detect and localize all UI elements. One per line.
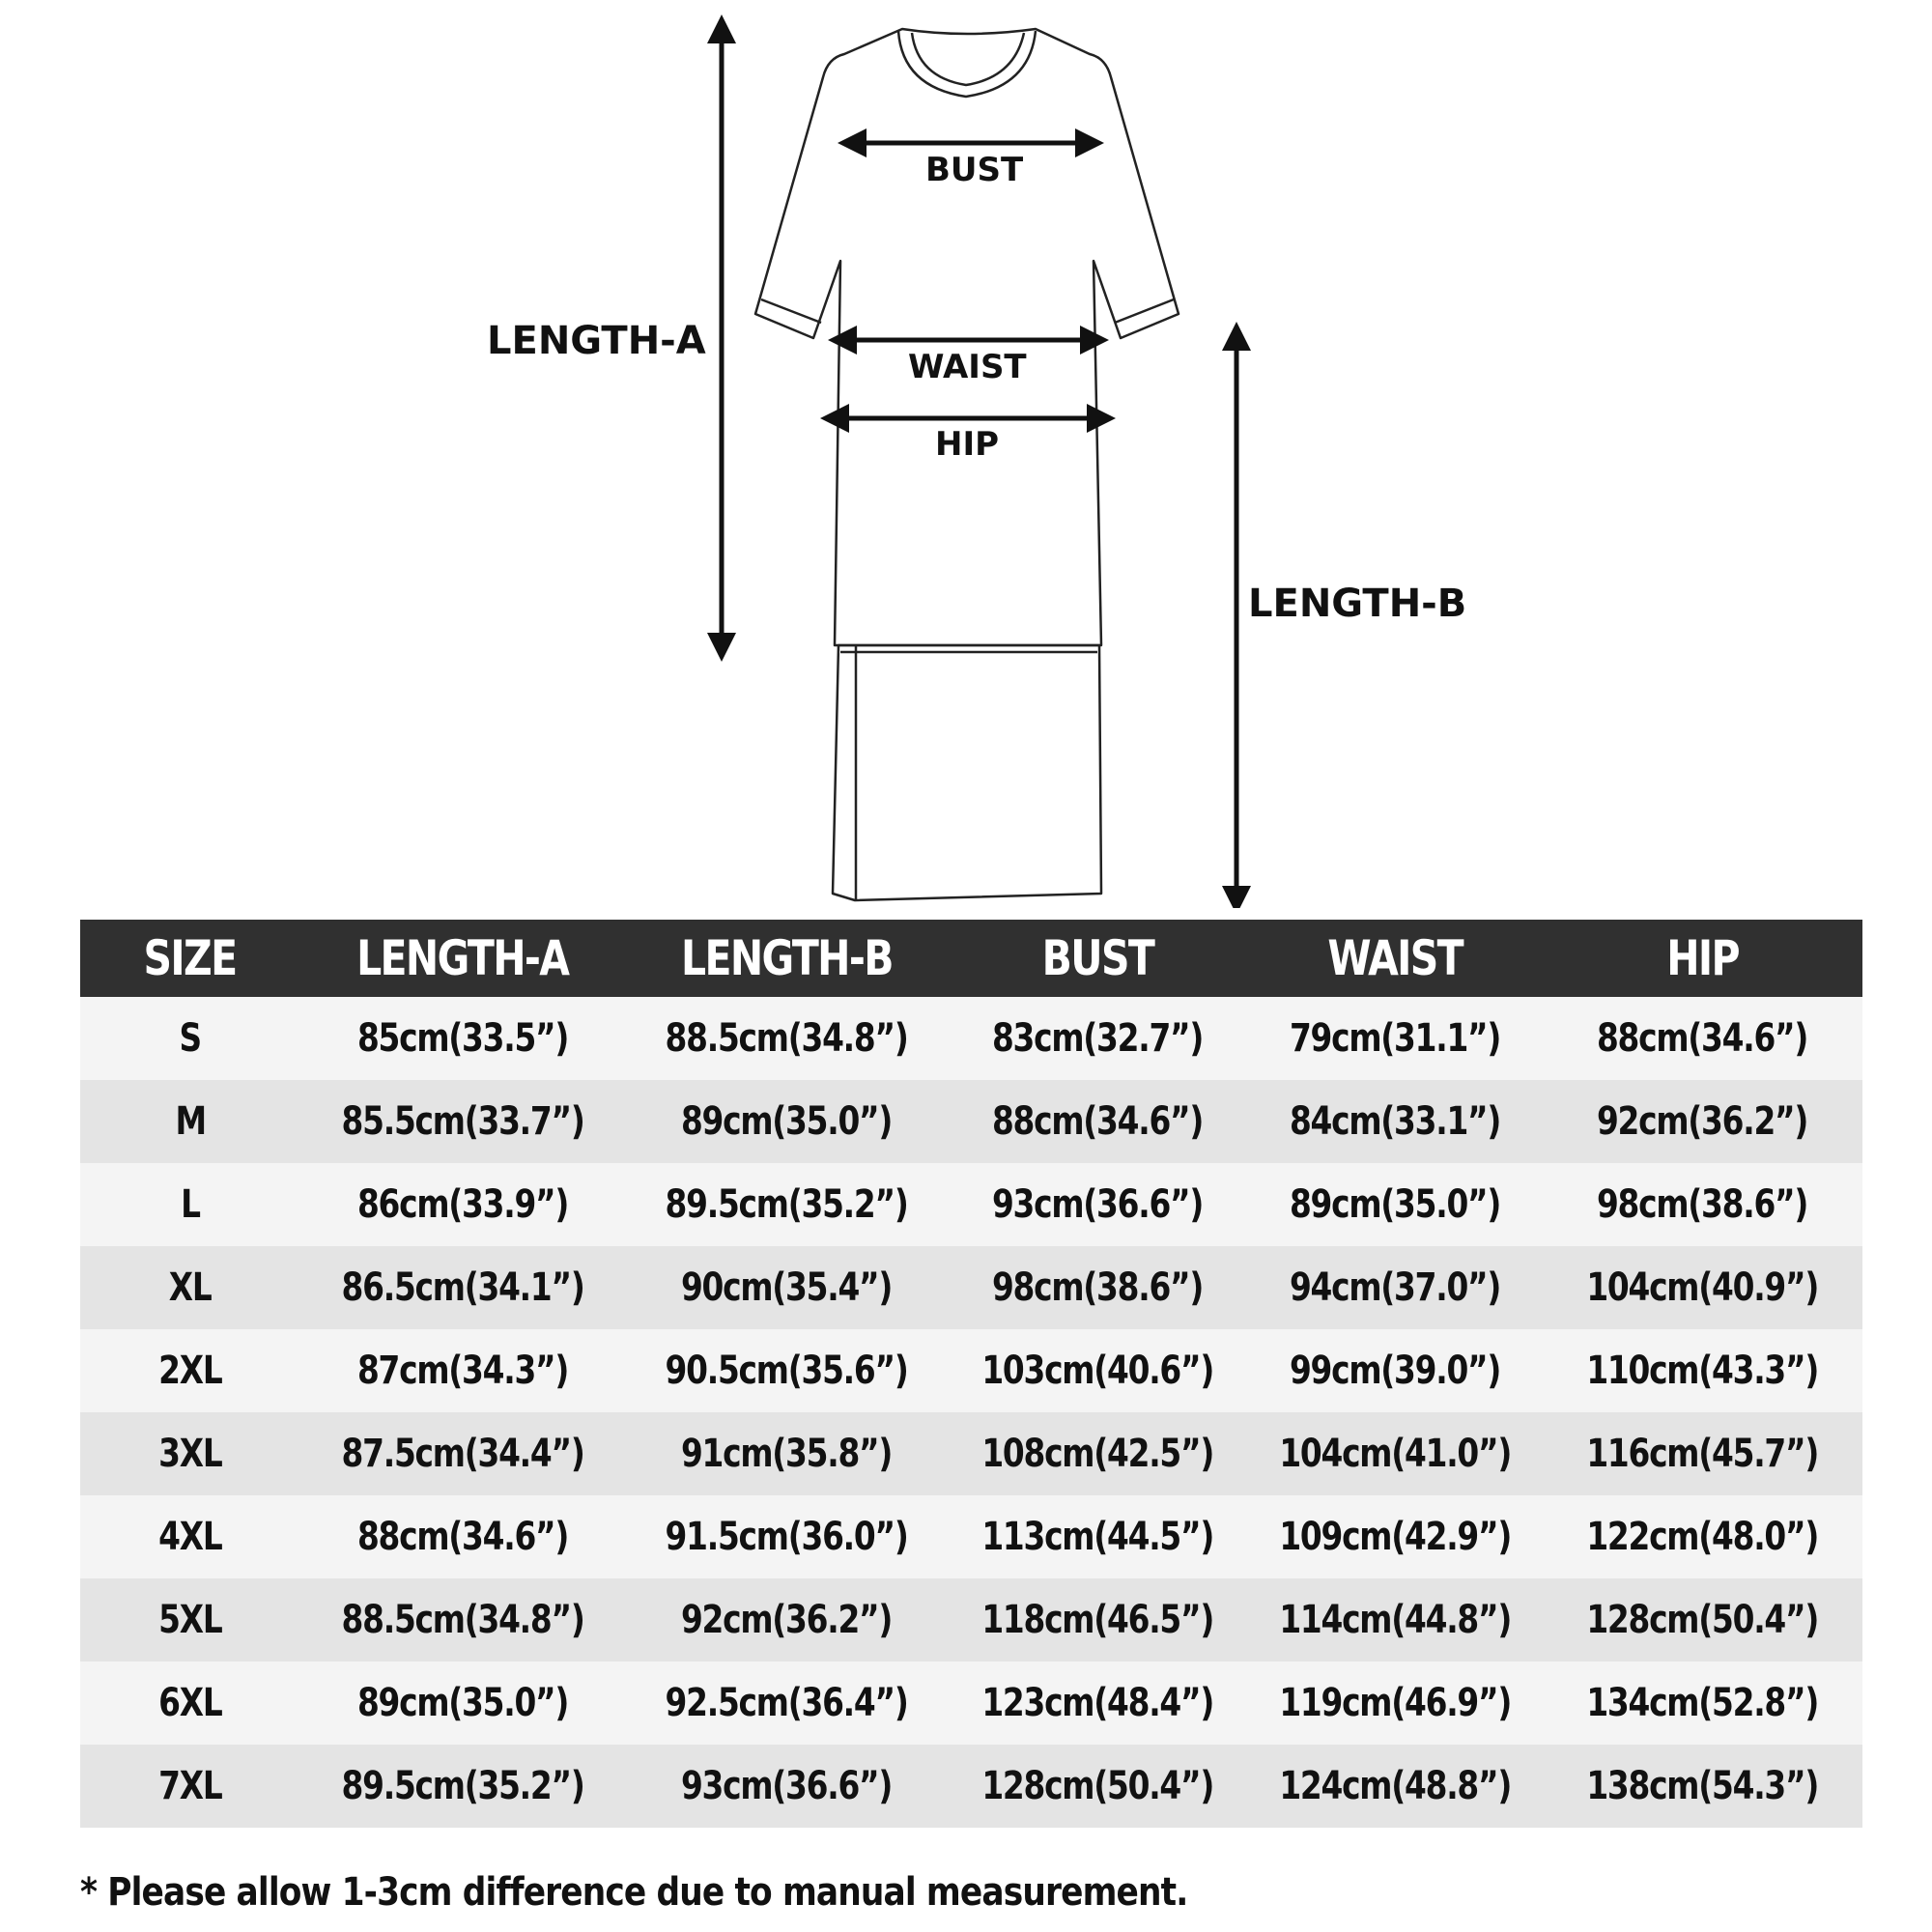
cell-value: 90cm(35.4”): [680, 1265, 893, 1310]
cell-value: XL: [169, 1265, 212, 1310]
size-cell: [80, 1745, 300, 1828]
column-header-label: LENGTH-A: [356, 930, 569, 986]
table-row: [80, 1246, 1862, 1329]
cell-value: 134cm(52.8”): [1586, 1681, 1819, 1725]
measurement-cell: [1543, 1163, 1862, 1246]
measurement-cell: [948, 997, 1247, 1080]
measurement-cell: [625, 1495, 948, 1578]
cell-value: 3XL: [158, 1432, 222, 1476]
table-row: [80, 1080, 1862, 1163]
measurement-cell: [625, 1080, 948, 1163]
size-cell: [80, 1329, 300, 1412]
cell-value: 104cm(40.9”): [1586, 1265, 1819, 1310]
measurement-cell: [1247, 1578, 1543, 1662]
cell-value: 123cm(48.4”): [981, 1681, 1213, 1725]
cell-value: 122cm(48.0”): [1586, 1515, 1819, 1559]
measurement-cell: [948, 1745, 1247, 1828]
table-header-row: [80, 920, 1862, 997]
cell-value: 138cm(54.3”): [1586, 1764, 1819, 1808]
measurement-cell: [1247, 1246, 1543, 1329]
measurement-cell: [1247, 1329, 1543, 1412]
measurement-cell: [1543, 997, 1862, 1080]
cell-value: 2XL: [158, 1349, 222, 1393]
size-cell: [80, 997, 300, 1080]
measurement-cell: [300, 1246, 625, 1329]
column-header-hip: [1543, 920, 1862, 997]
measurement-cell: [948, 1246, 1247, 1329]
length-a-label: LENGTH-A: [487, 319, 706, 363]
measurement-cell: [300, 1745, 625, 1828]
cell-value: 124cm(48.8”): [1279, 1764, 1511, 1808]
measurement-cell: [300, 1163, 625, 1246]
measurement-cell: [625, 1745, 948, 1828]
measurement-cell: [1247, 1412, 1543, 1495]
cell-value: 109cm(42.9”): [1279, 1515, 1511, 1559]
cell-value: 6XL: [158, 1681, 222, 1725]
size-cell: [80, 1495, 300, 1578]
size-cell: [80, 1578, 300, 1662]
table-row: [80, 1745, 1862, 1828]
measurement-cell: [300, 1329, 625, 1412]
measurement-cell: [300, 1495, 625, 1578]
table-row: [80, 1495, 1862, 1578]
cell-value: 104cm(41.0”): [1279, 1432, 1511, 1476]
waist-label: WAIST: [908, 348, 1027, 386]
cell-value: 91.5cm(36.0”): [665, 1515, 908, 1559]
cell-value: 85.5cm(33.7”): [341, 1099, 584, 1144]
measurement-cell: [1543, 1329, 1862, 1412]
cell-value: 116cm(45.7”): [1586, 1432, 1819, 1476]
cell-value: 4XL: [158, 1515, 222, 1559]
cell-value: 86.5cm(34.1”): [341, 1265, 584, 1310]
measurement-cell: [625, 1412, 948, 1495]
column-header-waist: [1247, 920, 1543, 997]
cell-value: L: [181, 1182, 200, 1227]
cell-value: 79cm(31.1”): [1289, 1016, 1501, 1061]
measurement-cell: [1543, 1412, 1862, 1495]
cell-value: 119cm(46.9”): [1279, 1681, 1511, 1725]
column-header-label: SIZE: [144, 930, 237, 986]
measurement-cell: [948, 1080, 1247, 1163]
cell-value: 99cm(39.0”): [1289, 1349, 1501, 1393]
measurement-cell: [300, 1578, 625, 1662]
cell-value: 86cm(33.9”): [356, 1182, 569, 1227]
length-b-label: LENGTH-B: [1248, 582, 1467, 626]
measurement-cell: [625, 1329, 948, 1412]
measurement-cell: [300, 1080, 625, 1163]
cell-value: M: [175, 1099, 206, 1144]
measurement-footnote: * Please allow 1-3cm difference due to manual measurement.: [80, 1870, 1188, 1915]
cell-value: 87.5cm(34.4”): [341, 1432, 584, 1476]
size-chart-table: [80, 920, 1862, 1828]
measurement-cell: [625, 997, 948, 1080]
cell-value: 90.5cm(35.6”): [665, 1349, 908, 1393]
measurement-cell: [625, 1246, 948, 1329]
cell-value: 93cm(36.6”): [680, 1764, 893, 1808]
cell-value: 89.5cm(35.2”): [341, 1764, 584, 1808]
measurement-cell: [1543, 1246, 1862, 1329]
hip-label: HIP: [935, 425, 1000, 464]
measurement-cell: [948, 1578, 1247, 1662]
measurement-cell: [1543, 1578, 1862, 1662]
measurement-cell: [1247, 1080, 1543, 1163]
column-header-length-a: [300, 920, 625, 997]
garment-diagram: [0, 0, 1932, 908]
column-header-size: [80, 920, 300, 997]
size-cell: [80, 1080, 300, 1163]
column-header-bust: [948, 920, 1247, 997]
cell-value: 89.5cm(35.2”): [665, 1182, 908, 1227]
cell-value: 108cm(42.5”): [981, 1432, 1213, 1476]
cell-value: 98cm(38.6”): [991, 1265, 1204, 1310]
cell-value: 85cm(33.5”): [356, 1016, 569, 1061]
measurement-cell: [948, 1163, 1247, 1246]
cell-value: 88cm(34.6”): [356, 1515, 569, 1559]
cell-value: 128cm(50.4”): [1586, 1598, 1819, 1642]
cell-value: 113cm(44.5”): [981, 1515, 1213, 1559]
cell-value: 91cm(35.8”): [680, 1432, 893, 1476]
table-row: [80, 1578, 1862, 1662]
table-row: [80, 1329, 1862, 1412]
neckline: [898, 31, 1036, 97]
cell-value: 88.5cm(34.8”): [665, 1016, 908, 1061]
measurement-cell: [625, 1163, 948, 1246]
column-header-label: BUST: [1041, 930, 1153, 986]
measurement-cell: [1247, 1163, 1543, 1246]
measurement-cell: [300, 1662, 625, 1745]
cell-value: 128cm(50.4”): [981, 1764, 1213, 1808]
table-row: [80, 1163, 1862, 1246]
measurement-cell: [948, 1412, 1247, 1495]
cell-value: 88.5cm(34.8”): [341, 1598, 584, 1642]
size-cell: [80, 1662, 300, 1745]
cell-value: 88cm(34.6”): [991, 1099, 1204, 1144]
cell-value: 89cm(35.0”): [356, 1681, 569, 1725]
measurement-cell: [1247, 1662, 1543, 1745]
cell-value: 89cm(35.0”): [1289, 1182, 1501, 1227]
measurement-cell: [300, 1412, 625, 1495]
measurement-cell: [948, 1329, 1247, 1412]
cell-value: 103cm(40.6”): [981, 1349, 1213, 1393]
measurement-cell: [948, 1662, 1247, 1745]
cell-value: 87cm(34.3”): [356, 1349, 569, 1393]
size-cell: [80, 1246, 300, 1329]
cell-value: 7XL: [158, 1764, 222, 1808]
cell-value: 98cm(38.6”): [1597, 1182, 1808, 1227]
cell-value: 84cm(33.1”): [1289, 1099, 1501, 1144]
column-header-length-b: [625, 920, 948, 997]
cell-value: 88cm(34.6”): [1597, 1016, 1808, 1061]
cell-value: 94cm(37.0”): [1289, 1265, 1501, 1310]
measurement-cell: [1247, 997, 1543, 1080]
tunic-outline: [755, 29, 1179, 645]
bust-label: BUST: [925, 151, 1024, 189]
measurement-cell: [1543, 1080, 1862, 1163]
cell-value: 92.5cm(36.4”): [665, 1681, 908, 1725]
column-header-label: WAIST: [1327, 930, 1463, 986]
measurement-cell: [1247, 1745, 1543, 1828]
cell-value: 114cm(44.8”): [1279, 1598, 1511, 1642]
cell-value: 118cm(46.5”): [981, 1598, 1213, 1642]
cell-value: 110cm(43.3”): [1586, 1349, 1819, 1393]
measurement-cell: [1543, 1495, 1862, 1578]
measurement-cell: [1247, 1495, 1543, 1578]
size-cell: [80, 1412, 300, 1495]
column-header-label: HIP: [1666, 930, 1739, 986]
cell-value: S: [179, 1016, 202, 1061]
table-row: [80, 1412, 1862, 1495]
cell-value: 89cm(35.0”): [680, 1099, 893, 1144]
cell-value: 92cm(36.2”): [680, 1598, 893, 1642]
cell-value: 5XL: [158, 1598, 222, 1642]
cell-value: 93cm(36.6”): [991, 1182, 1204, 1227]
table-row: [80, 997, 1862, 1080]
size-cell: [80, 1163, 300, 1246]
measurement-cell: [948, 1495, 1247, 1578]
measurement-cell: [300, 997, 625, 1080]
measurement-cell: [625, 1578, 948, 1662]
skirt-outline: [833, 645, 1101, 900]
cell-value: 83cm(32.7”): [991, 1016, 1204, 1061]
cell-value: 92cm(36.2”): [1597, 1099, 1808, 1144]
table-body: [80, 997, 1862, 1828]
table-row: [80, 1662, 1862, 1745]
measurement-cell: [625, 1662, 948, 1745]
column-header-label: LENGTH-B: [680, 930, 893, 986]
measurement-cell: [1543, 1662, 1862, 1745]
measurement-cell: [1543, 1745, 1862, 1828]
